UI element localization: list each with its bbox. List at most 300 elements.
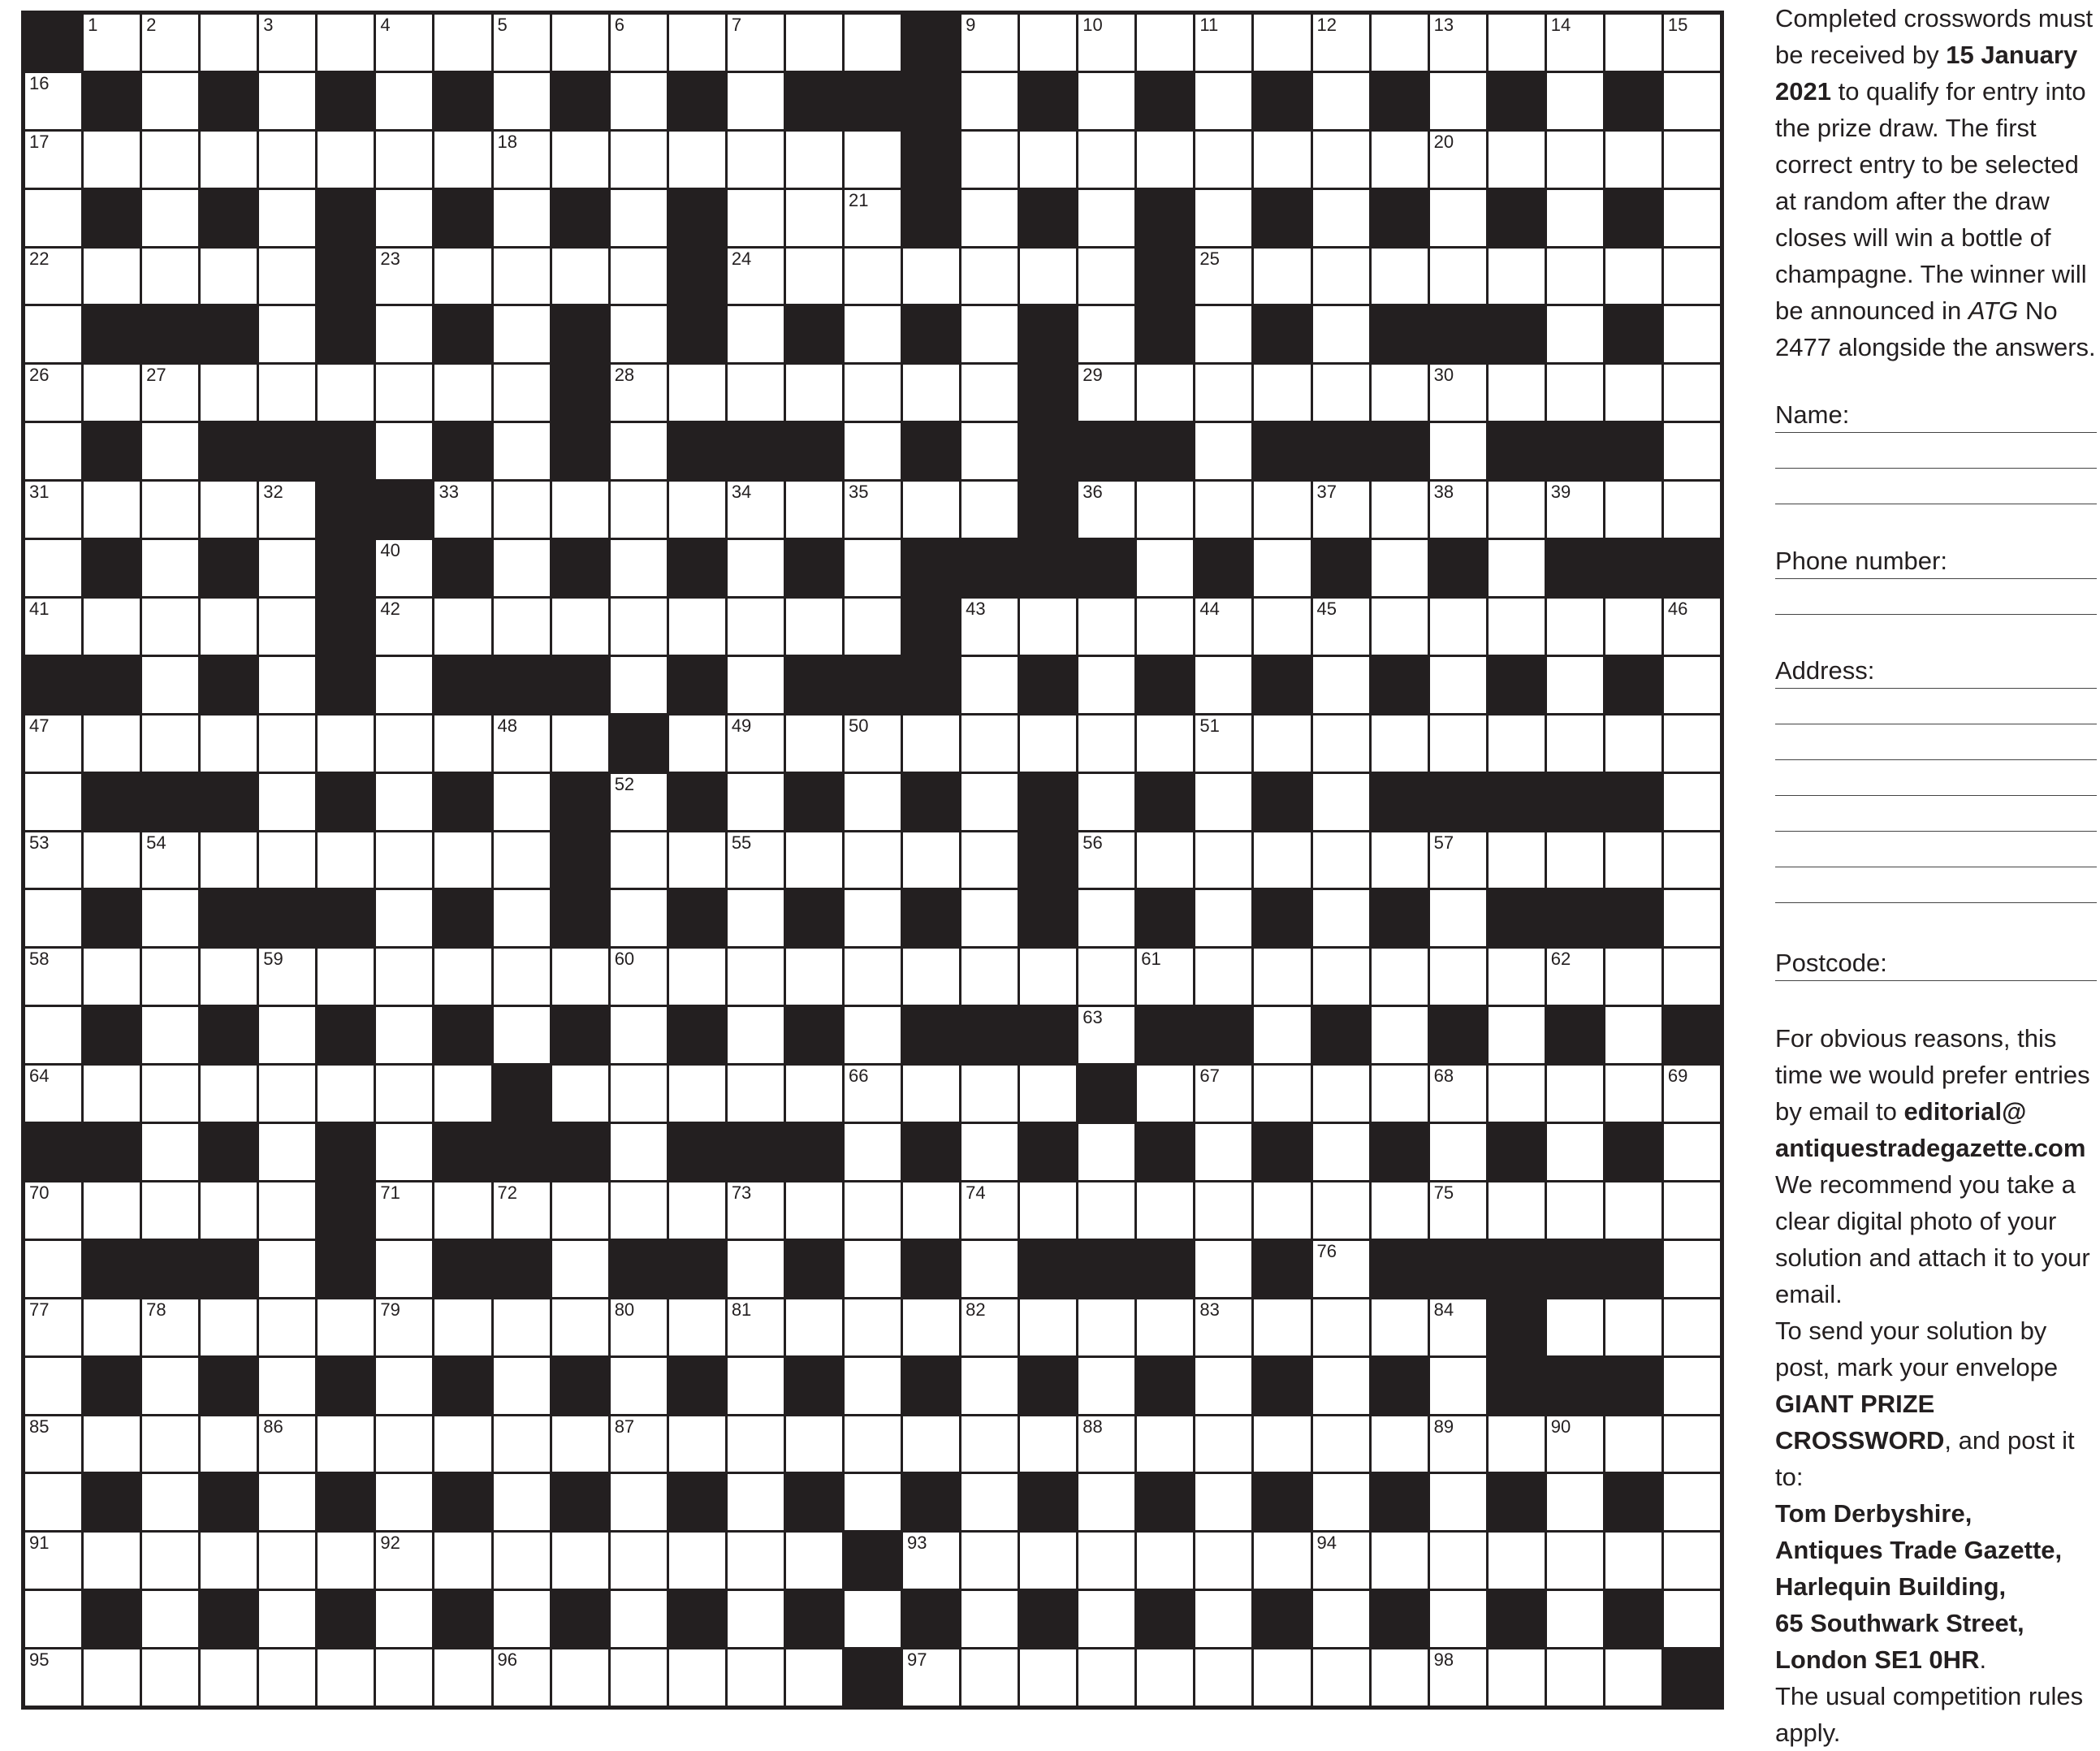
answer-square[interactable] bbox=[1313, 1066, 1369, 1122]
answer-square[interactable] bbox=[903, 1533, 959, 1589]
answer-square[interactable] bbox=[728, 540, 784, 596]
answer-square[interactable] bbox=[1664, 1358, 1720, 1414]
answer-square[interactable] bbox=[1372, 949, 1428, 1005]
answer-square[interactable] bbox=[845, 1182, 901, 1239]
answer-square[interactable] bbox=[376, 540, 432, 596]
answer-square[interactable] bbox=[434, 132, 490, 188]
answer-square[interactable] bbox=[376, 1358, 432, 1414]
answer-square[interactable] bbox=[1430, 1124, 1486, 1180]
answer-square[interactable] bbox=[376, 132, 432, 188]
answer-square[interactable] bbox=[611, 482, 667, 538]
answer-square[interactable] bbox=[259, 365, 315, 421]
answer-square[interactable] bbox=[786, 132, 842, 188]
answer-square[interactable] bbox=[376, 774, 432, 830]
answer-square[interactable] bbox=[1664, 15, 1720, 71]
answer-square[interactable] bbox=[552, 1416, 608, 1472]
answer-square[interactable] bbox=[1547, 657, 1603, 713]
answer-square[interactable] bbox=[1195, 190, 1251, 246]
answer-square[interactable] bbox=[961, 890, 1018, 946]
answer-square[interactable] bbox=[961, 1649, 1018, 1706]
answer-square[interactable] bbox=[552, 599, 608, 655]
answer-square[interactable] bbox=[25, 423, 81, 479]
answer-square[interactable] bbox=[552, 132, 608, 188]
answer-square[interactable] bbox=[1664, 365, 1720, 421]
answer-square[interactable] bbox=[201, 1649, 257, 1706]
answer-square[interactable] bbox=[259, 190, 315, 246]
answer-square[interactable] bbox=[1254, 1416, 1310, 1472]
answer-square[interactable] bbox=[84, 1066, 140, 1122]
answer-square[interactable] bbox=[845, 1066, 901, 1122]
answer-square[interactable] bbox=[552, 716, 608, 772]
answer-square[interactable] bbox=[611, 1474, 667, 1530]
answer-square[interactable] bbox=[1605, 365, 1661, 421]
answer-square[interactable] bbox=[961, 423, 1018, 479]
answer-square[interactable] bbox=[611, 1066, 667, 1122]
answer-square[interactable] bbox=[728, 15, 784, 71]
answer-square[interactable] bbox=[1605, 1299, 1661, 1355]
answer-square[interactable] bbox=[434, 249, 490, 305]
answer-square[interactable] bbox=[1664, 949, 1720, 1005]
answer-square[interactable] bbox=[376, 1533, 432, 1589]
answer-square[interactable] bbox=[142, 482, 198, 538]
answer-square[interactable] bbox=[1020, 1533, 1076, 1589]
answer-square[interactable] bbox=[25, 599, 81, 655]
answer-square[interactable] bbox=[259, 15, 315, 71]
answer-square[interactable] bbox=[259, 249, 315, 305]
answer-square[interactable] bbox=[961, 832, 1018, 888]
answer-square[interactable] bbox=[1430, 1533, 1486, 1589]
answer-square[interactable] bbox=[1664, 716, 1720, 772]
answer-square[interactable] bbox=[1078, 365, 1134, 421]
answer-square[interactable] bbox=[1605, 1649, 1661, 1706]
answer-square[interactable] bbox=[1313, 1533, 1369, 1589]
answer-square[interactable] bbox=[494, 949, 550, 1005]
answer-square[interactable] bbox=[1078, 132, 1134, 188]
answer-square[interactable] bbox=[903, 1299, 959, 1355]
answer-square[interactable] bbox=[1430, 1591, 1486, 1647]
answer-square[interactable] bbox=[376, 1007, 432, 1063]
answer-square[interactable] bbox=[434, 365, 490, 421]
answer-square[interactable] bbox=[142, 1649, 198, 1706]
answer-square[interactable] bbox=[1605, 15, 1661, 71]
answer-square[interactable] bbox=[1489, 15, 1545, 71]
answer-square[interactable] bbox=[494, 1358, 550, 1414]
answer-square[interactable] bbox=[142, 832, 198, 888]
answer-square[interactable] bbox=[845, 365, 901, 421]
answer-square[interactable] bbox=[1313, 365, 1369, 421]
answer-square[interactable] bbox=[611, 1124, 667, 1180]
answer-square[interactable] bbox=[259, 73, 315, 129]
answer-square[interactable] bbox=[786, 190, 842, 246]
answer-square[interactable] bbox=[1195, 716, 1251, 772]
answer-square[interactable] bbox=[201, 1066, 257, 1122]
phone-line-1[interactable] bbox=[1775, 578, 2097, 579]
answer-square[interactable] bbox=[1547, 249, 1603, 305]
answer-square[interactable] bbox=[1313, 15, 1369, 71]
answer-square[interactable] bbox=[786, 716, 842, 772]
answer-square[interactable] bbox=[1195, 657, 1251, 713]
answer-square[interactable] bbox=[728, 1416, 784, 1472]
answer-square[interactable] bbox=[961, 306, 1018, 362]
answer-square[interactable] bbox=[1547, 599, 1603, 655]
answer-square[interactable] bbox=[845, 1241, 901, 1297]
answer-square[interactable] bbox=[1195, 423, 1251, 479]
answer-square[interactable] bbox=[728, 1358, 784, 1414]
answer-square[interactable] bbox=[201, 365, 257, 421]
answer-square[interactable] bbox=[1430, 1649, 1486, 1706]
answer-square[interactable] bbox=[201, 949, 257, 1005]
answer-square[interactable] bbox=[376, 73, 432, 129]
answer-square[interactable] bbox=[1664, 1241, 1720, 1297]
answer-square[interactable] bbox=[25, 890, 81, 946]
answer-square[interactable] bbox=[1020, 1299, 1076, 1355]
answer-square[interactable] bbox=[728, 1591, 784, 1647]
answer-square[interactable] bbox=[728, 890, 784, 946]
answer-square[interactable] bbox=[669, 482, 725, 538]
answer-square[interactable] bbox=[845, 540, 901, 596]
answer-square[interactable] bbox=[1664, 1299, 1720, 1355]
answer-square[interactable] bbox=[1489, 1007, 1545, 1063]
answer-square[interactable] bbox=[201, 482, 257, 538]
answer-square[interactable] bbox=[376, 249, 432, 305]
answer-square[interactable] bbox=[1664, 1066, 1720, 1122]
answer-square[interactable] bbox=[961, 1124, 1018, 1180]
answer-square[interactable] bbox=[1137, 132, 1193, 188]
answer-square[interactable] bbox=[1372, 1182, 1428, 1239]
answer-square[interactable] bbox=[611, 1299, 667, 1355]
answer-square[interactable] bbox=[84, 1649, 140, 1706]
answer-square[interactable] bbox=[259, 716, 315, 772]
answer-square[interactable] bbox=[1313, 1649, 1369, 1706]
answer-square[interactable] bbox=[1195, 949, 1251, 1005]
answer-square[interactable] bbox=[728, 716, 784, 772]
answer-square[interactable] bbox=[1547, 73, 1603, 129]
answer-square[interactable] bbox=[1078, 1416, 1134, 1472]
answer-square[interactable] bbox=[728, 657, 784, 713]
answer-square[interactable] bbox=[961, 1299, 1018, 1355]
answer-square[interactable] bbox=[845, 306, 901, 362]
answer-square[interactable] bbox=[1078, 1182, 1134, 1239]
answer-square[interactable] bbox=[1664, 132, 1720, 188]
answer-square[interactable] bbox=[25, 1299, 81, 1355]
answer-square[interactable] bbox=[142, 1591, 198, 1647]
answer-square[interactable] bbox=[611, 949, 667, 1005]
answer-square[interactable] bbox=[1078, 1533, 1134, 1589]
answer-square[interactable] bbox=[1137, 599, 1193, 655]
answer-square[interactable] bbox=[1195, 249, 1251, 305]
answer-square[interactable] bbox=[728, 1007, 784, 1063]
answer-square[interactable] bbox=[25, 306, 81, 362]
answer-square[interactable] bbox=[961, 599, 1018, 655]
answer-square[interactable] bbox=[376, 15, 432, 71]
answer-square[interactable] bbox=[903, 249, 959, 305]
answer-square[interactable] bbox=[494, 1182, 550, 1239]
answer-square[interactable] bbox=[786, 365, 842, 421]
answer-square[interactable] bbox=[376, 1299, 432, 1355]
answer-square[interactable] bbox=[1664, 774, 1720, 830]
answer-square[interactable] bbox=[1372, 15, 1428, 71]
answer-square[interactable] bbox=[845, 1358, 901, 1414]
answer-square[interactable] bbox=[201, 1299, 257, 1355]
answer-square[interactable] bbox=[903, 1416, 959, 1472]
answer-square[interactable] bbox=[142, 657, 198, 713]
answer-square[interactable] bbox=[845, 132, 901, 188]
answer-square[interactable] bbox=[961, 1591, 1018, 1647]
answer-square[interactable] bbox=[494, 15, 550, 71]
answer-square[interactable] bbox=[1489, 249, 1545, 305]
answer-square[interactable] bbox=[142, 132, 198, 188]
answer-square[interactable] bbox=[494, 1299, 550, 1355]
answer-square[interactable] bbox=[1254, 1649, 1310, 1706]
answer-square[interactable] bbox=[1020, 1416, 1076, 1472]
answer-square[interactable] bbox=[845, 15, 901, 71]
answer-square[interactable] bbox=[142, 1358, 198, 1414]
answer-square[interactable] bbox=[1195, 1649, 1251, 1706]
answer-square[interactable] bbox=[259, 1533, 315, 1589]
answer-square[interactable] bbox=[669, 832, 725, 888]
answer-square[interactable] bbox=[1313, 657, 1369, 713]
answer-square[interactable] bbox=[845, 1416, 901, 1472]
answer-square[interactable] bbox=[845, 774, 901, 830]
postcode-line[interactable] bbox=[1775, 980, 2097, 981]
answer-square[interactable] bbox=[1020, 1182, 1076, 1239]
answer-square[interactable] bbox=[84, 482, 140, 538]
answer-square[interactable] bbox=[1547, 306, 1603, 362]
answer-square[interactable] bbox=[318, 365, 374, 421]
answer-square[interactable] bbox=[845, 716, 901, 772]
answer-square[interactable] bbox=[1195, 306, 1251, 362]
answer-square[interactable] bbox=[25, 365, 81, 421]
answer-square[interactable] bbox=[845, 1299, 901, 1355]
answer-square[interactable] bbox=[728, 73, 784, 129]
answer-square[interactable] bbox=[552, 15, 608, 71]
answer-square[interactable] bbox=[845, 190, 901, 246]
answer-square[interactable] bbox=[1078, 306, 1134, 362]
answer-square[interactable] bbox=[494, 1007, 550, 1063]
answer-square[interactable] bbox=[142, 1533, 198, 1589]
answer-square[interactable] bbox=[728, 1533, 784, 1589]
answer-square[interactable] bbox=[728, 365, 784, 421]
answer-square[interactable] bbox=[318, 15, 374, 71]
answer-square[interactable] bbox=[494, 190, 550, 246]
answer-square[interactable] bbox=[84, 365, 140, 421]
answer-square[interactable] bbox=[1078, 1124, 1134, 1180]
answer-square[interactable] bbox=[728, 1066, 784, 1122]
answer-square[interactable] bbox=[259, 832, 315, 888]
answer-square[interactable] bbox=[1078, 15, 1134, 71]
answer-square[interactable] bbox=[1195, 599, 1251, 655]
answer-square[interactable] bbox=[611, 890, 667, 946]
answer-square[interactable] bbox=[1137, 540, 1193, 596]
answer-square[interactable] bbox=[728, 306, 784, 362]
answer-square[interactable] bbox=[1313, 73, 1369, 129]
answer-square[interactable] bbox=[611, 1182, 667, 1239]
answer-square[interactable] bbox=[1195, 1124, 1251, 1180]
answer-square[interactable] bbox=[434, 716, 490, 772]
answer-square[interactable] bbox=[728, 482, 784, 538]
answer-square[interactable] bbox=[494, 832, 550, 888]
answer-square[interactable] bbox=[25, 482, 81, 538]
answer-square[interactable] bbox=[259, 1007, 315, 1063]
answer-square[interactable] bbox=[25, 249, 81, 305]
answer-square[interactable] bbox=[961, 1416, 1018, 1472]
answer-square[interactable] bbox=[1547, 1474, 1603, 1530]
answer-square[interactable] bbox=[84, 716, 140, 772]
answer-square[interactable] bbox=[669, 365, 725, 421]
answer-square[interactable] bbox=[786, 482, 842, 538]
answer-square[interactable] bbox=[1372, 832, 1428, 888]
answer-square[interactable] bbox=[611, 15, 667, 71]
answer-square[interactable] bbox=[1489, 1416, 1545, 1472]
answer-square[interactable] bbox=[611, 1649, 667, 1706]
answer-square[interactable] bbox=[1078, 657, 1134, 713]
answer-square[interactable] bbox=[1605, 599, 1661, 655]
answer-square[interactable] bbox=[1430, 132, 1486, 188]
answer-square[interactable] bbox=[1254, 249, 1310, 305]
answer-square[interactable] bbox=[1489, 832, 1545, 888]
answer-square[interactable] bbox=[728, 1182, 784, 1239]
answer-square[interactable] bbox=[494, 716, 550, 772]
answer-square[interactable] bbox=[25, 1416, 81, 1472]
answer-square[interactable] bbox=[961, 657, 1018, 713]
answer-square[interactable] bbox=[728, 832, 784, 888]
answer-square[interactable] bbox=[845, 423, 901, 479]
answer-square[interactable] bbox=[25, 716, 81, 772]
answer-square[interactable] bbox=[84, 132, 140, 188]
answer-square[interactable] bbox=[1489, 540, 1545, 596]
answer-square[interactable] bbox=[1430, 249, 1486, 305]
answer-square[interactable] bbox=[1254, 716, 1310, 772]
answer-square[interactable] bbox=[1195, 365, 1251, 421]
answer-square[interactable] bbox=[494, 1649, 550, 1706]
answer-square[interactable] bbox=[1372, 1007, 1428, 1063]
answer-square[interactable] bbox=[552, 1182, 608, 1239]
answer-square[interactable] bbox=[376, 1241, 432, 1297]
answer-square[interactable] bbox=[1547, 832, 1603, 888]
answer-square[interactable] bbox=[1372, 1066, 1428, 1122]
name-line-1[interactable] bbox=[1775, 432, 2097, 433]
answer-square[interactable] bbox=[1372, 716, 1428, 772]
answer-square[interactable] bbox=[376, 890, 432, 946]
answer-square[interactable] bbox=[1664, 890, 1720, 946]
answer-square[interactable] bbox=[142, 1416, 198, 1472]
answer-square[interactable] bbox=[1372, 1649, 1428, 1706]
answer-square[interactable] bbox=[376, 599, 432, 655]
answer-square[interactable] bbox=[1664, 1124, 1720, 1180]
answer-square[interactable] bbox=[259, 1182, 315, 1239]
answer-square[interactable] bbox=[1078, 1649, 1134, 1706]
answer-square[interactable] bbox=[552, 482, 608, 538]
answer-square[interactable] bbox=[1137, 15, 1193, 71]
answer-square[interactable] bbox=[259, 1124, 315, 1180]
answer-square[interactable] bbox=[1254, 540, 1310, 596]
answer-square[interactable] bbox=[728, 1474, 784, 1530]
answer-square[interactable] bbox=[1605, 132, 1661, 188]
answer-square[interactable] bbox=[25, 1007, 81, 1063]
answer-square[interactable] bbox=[903, 1066, 959, 1122]
answer-square[interactable] bbox=[1664, 1591, 1720, 1647]
answer-square[interactable] bbox=[552, 1299, 608, 1355]
answer-square[interactable] bbox=[961, 365, 1018, 421]
answer-square[interactable] bbox=[786, 1533, 842, 1589]
answer-square[interactable] bbox=[1313, 482, 1369, 538]
answer-square[interactable] bbox=[1254, 482, 1310, 538]
answer-square[interactable] bbox=[1078, 1299, 1134, 1355]
answer-square[interactable] bbox=[1372, 1416, 1428, 1472]
answer-square[interactable] bbox=[1313, 774, 1369, 830]
answer-square[interactable] bbox=[376, 1416, 432, 1472]
answer-square[interactable] bbox=[1605, 482, 1661, 538]
answer-square[interactable] bbox=[494, 599, 550, 655]
answer-square[interactable] bbox=[1195, 1533, 1251, 1589]
answer-square[interactable] bbox=[728, 132, 784, 188]
answer-square[interactable] bbox=[1372, 365, 1428, 421]
answer-square[interactable] bbox=[1137, 716, 1193, 772]
answer-square[interactable] bbox=[25, 1591, 81, 1647]
answer-square[interactable] bbox=[1137, 832, 1193, 888]
answer-square[interactable] bbox=[201, 1533, 257, 1589]
answer-square[interactable] bbox=[669, 1533, 725, 1589]
answer-square[interactable] bbox=[669, 1649, 725, 1706]
answer-square[interactable] bbox=[1020, 949, 1076, 1005]
answer-square[interactable] bbox=[494, 365, 550, 421]
answer-square[interactable] bbox=[376, 1066, 432, 1122]
answer-square[interactable] bbox=[845, 1007, 901, 1063]
answer-square[interactable] bbox=[25, 1066, 81, 1122]
answer-square[interactable] bbox=[142, 949, 198, 1005]
answer-square[interactable] bbox=[1489, 365, 1545, 421]
answer-square[interactable] bbox=[1195, 1358, 1251, 1414]
answer-square[interactable] bbox=[318, 716, 374, 772]
answer-square[interactable] bbox=[1195, 73, 1251, 129]
answer-square[interactable] bbox=[1605, 832, 1661, 888]
answer-square[interactable] bbox=[728, 190, 784, 246]
phone-line-2[interactable] bbox=[1775, 614, 2097, 615]
answer-square[interactable] bbox=[318, 1533, 374, 1589]
answer-square[interactable] bbox=[376, 716, 432, 772]
answer-square[interactable] bbox=[1664, 423, 1720, 479]
answer-square[interactable] bbox=[25, 73, 81, 129]
answer-square[interactable] bbox=[1313, 1591, 1369, 1647]
answer-square[interactable] bbox=[961, 716, 1018, 772]
answer-square[interactable] bbox=[142, 1066, 198, 1122]
answer-square[interactable] bbox=[1547, 1124, 1603, 1180]
answer-square[interactable] bbox=[25, 832, 81, 888]
answer-square[interactable] bbox=[25, 1649, 81, 1706]
answer-square[interactable] bbox=[84, 949, 140, 1005]
answer-square[interactable] bbox=[259, 540, 315, 596]
answer-square[interactable] bbox=[1372, 599, 1428, 655]
answer-square[interactable] bbox=[494, 482, 550, 538]
answer-square[interactable] bbox=[1195, 1241, 1251, 1297]
answer-square[interactable] bbox=[376, 423, 432, 479]
answer-square[interactable] bbox=[494, 132, 550, 188]
answer-square[interactable] bbox=[1664, 482, 1720, 538]
answer-square[interactable] bbox=[84, 15, 140, 71]
answer-square[interactable] bbox=[1313, 1182, 1369, 1239]
answer-square[interactable] bbox=[142, 423, 198, 479]
answer-square[interactable] bbox=[1254, 1533, 1310, 1589]
answer-square[interactable] bbox=[961, 1066, 1018, 1122]
answer-square[interactable] bbox=[1254, 132, 1310, 188]
answer-square[interactable] bbox=[434, 832, 490, 888]
answer-square[interactable] bbox=[1664, 1182, 1720, 1239]
answer-square[interactable] bbox=[1254, 599, 1310, 655]
answer-square[interactable] bbox=[845, 1591, 901, 1647]
answer-square[interactable] bbox=[494, 890, 550, 946]
answer-square[interactable] bbox=[1547, 1182, 1603, 1239]
answer-square[interactable] bbox=[1195, 832, 1251, 888]
